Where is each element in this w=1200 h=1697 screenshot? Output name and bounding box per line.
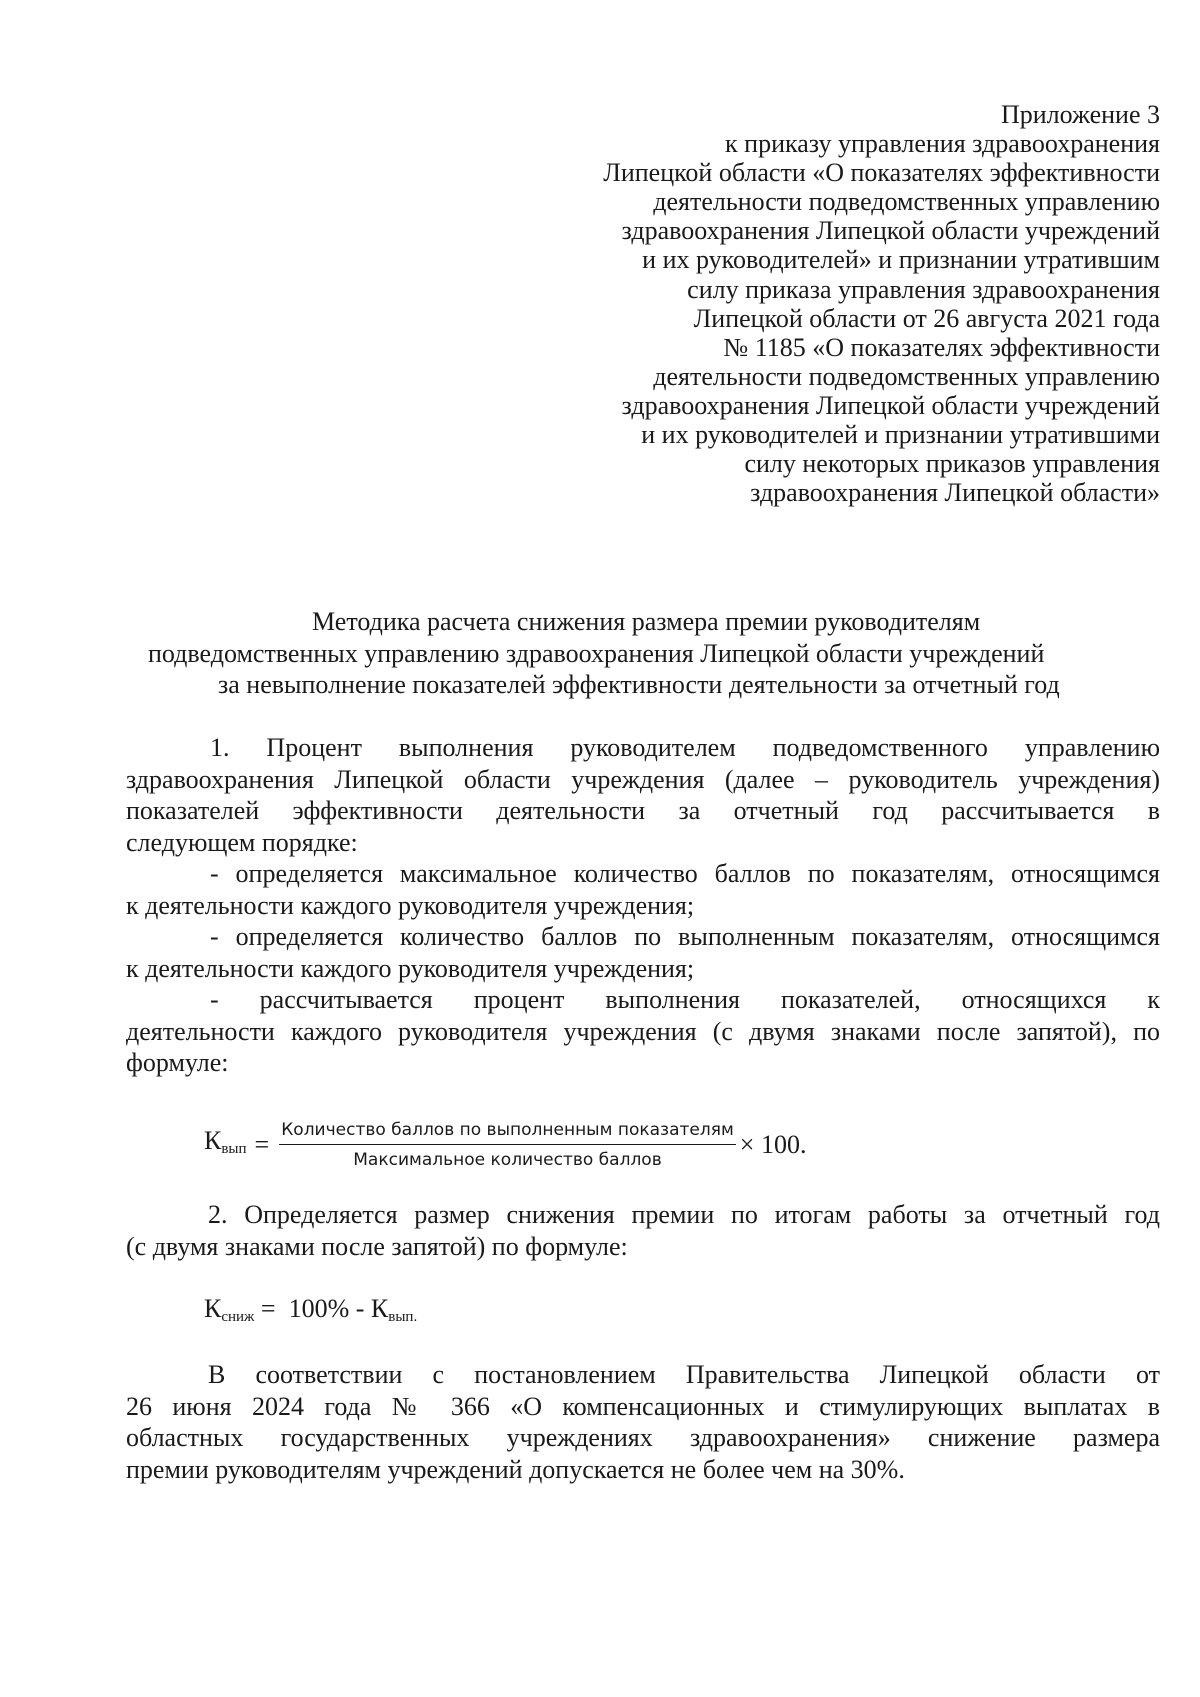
formula-reduction xyxy=(204,1294,417,1332)
appendix-line: силу приказа управления здравоохранения xyxy=(687,274,1160,304)
appendix-line: Приложение 3 xyxy=(1000,100,1160,129)
paragraph-line: следующем порядке: xyxy=(126,827,358,857)
appendix-line: деятельности подведомственных управлению xyxy=(653,361,1160,391)
section-1 xyxy=(126,732,1160,1079)
formula-expression: = 100% - К xyxy=(254,1294,389,1323)
paragraph-line: премии руководителям учреждений допускается не более чем на 30%. xyxy=(126,1454,905,1484)
paragraph-line: В соответствии с постановлением Правительства Липецкой области от xyxy=(208,1360,1160,1389)
formula-fraction xyxy=(279,1118,736,1172)
paragraph-line: - определяется максимальное количество баллов по показателям, относящимся xyxy=(210,859,1160,888)
section-3 xyxy=(126,1359,1160,1485)
title-line: за невыполнение показателей эффективности деятельности за отчетный год xyxy=(218,670,1060,699)
appendix-line: и их руководителей» и признании утратившим xyxy=(642,245,1160,275)
paragraph-line: к деятельности каждого руководителя учреждения; xyxy=(126,890,695,920)
paragraph-line: формуле: xyxy=(126,1048,229,1077)
formula-subscript: вып xyxy=(221,1141,247,1157)
title-line: подведомственных управлению здравоохранения Липецкой области учреждений xyxy=(148,638,1045,668)
paragraph-line: 1. Процент выполнения руководителем подведомственного управлению xyxy=(210,733,1160,762)
appendix-line: здравоохранения Липецкой области учреждений xyxy=(621,216,1160,246)
appendix-line: здравоохранения Липецкой области учреждений xyxy=(621,390,1160,420)
formula-numerator: Количество баллов по выполненным показателям xyxy=(281,1120,734,1140)
appendix-line: деятельности подведомственных управлению xyxy=(653,187,1160,217)
document-title xyxy=(60,606,1160,701)
title-line: Методика расчета снижения размера премии руководителям xyxy=(312,607,981,636)
formula-symbol xyxy=(204,1126,247,1164)
paragraph-line: - определяется количество баллов по выполненным показателям, относящимся xyxy=(210,922,1160,951)
paragraph-line: здравоохранения Липецкой области учреждения (далее – руководитель учреждения) xyxy=(126,764,1160,794)
formula-equals: = xyxy=(254,1130,270,1159)
formula-subscript: вып. xyxy=(388,1309,418,1325)
appendix-line: и их руководителей и признании утратившими xyxy=(641,420,1160,450)
appendix-line: Липецкой области от 26 августа 2021 года xyxy=(693,303,1160,333)
paragraph-line: деятельности каждого руководителя учреждения (с двумя знаками после запятой), по xyxy=(126,1016,1160,1046)
formula-performance xyxy=(204,1118,806,1172)
paragraph-line: 2. Определяется размер снижения премии по итогам работы за отчетный год xyxy=(208,1200,1160,1229)
formula-denominator: Максимальное количество баллов xyxy=(353,1150,662,1170)
paragraph-line: 26 июня 2024 года № 366 «О компенсационных и стимулирующих выплатах в xyxy=(126,1391,1160,1421)
appendix-header xyxy=(520,100,1160,507)
appendix-line: здравоохранения Липецкой области» xyxy=(750,478,1160,508)
paragraph-line: показателей эффективности деятельности за отчетный год рассчитывается в xyxy=(126,796,1160,825)
formula-symbol: К xyxy=(204,1294,222,1323)
paragraph-line: областных государственных учреждениях здравоохранения» снижение размера xyxy=(126,1423,1160,1452)
formula-symbol-letter: К xyxy=(204,1126,222,1155)
paragraph-line: к деятельности каждого руководителя учреждения; xyxy=(126,953,695,983)
formula-subscript: сниж xyxy=(221,1309,255,1325)
paragraph-line: (с двумя знаками после запятой) по формуле: xyxy=(126,1231,628,1261)
appendix-line: № 1185 «О показателях эффективности xyxy=(723,332,1160,362)
section-2 xyxy=(126,1199,1160,1262)
appendix-line: к приказу управления здравоохранения xyxy=(725,129,1160,159)
appendix-line: силу некоторых приказов управления xyxy=(744,449,1160,479)
formula-multiplier: × 100. xyxy=(739,1130,807,1159)
paragraph-line: - рассчитывается процент выполнения показателей, относящихся к xyxy=(210,985,1160,1014)
appendix-line: Липецкой области «О показателях эффективности xyxy=(603,158,1160,188)
